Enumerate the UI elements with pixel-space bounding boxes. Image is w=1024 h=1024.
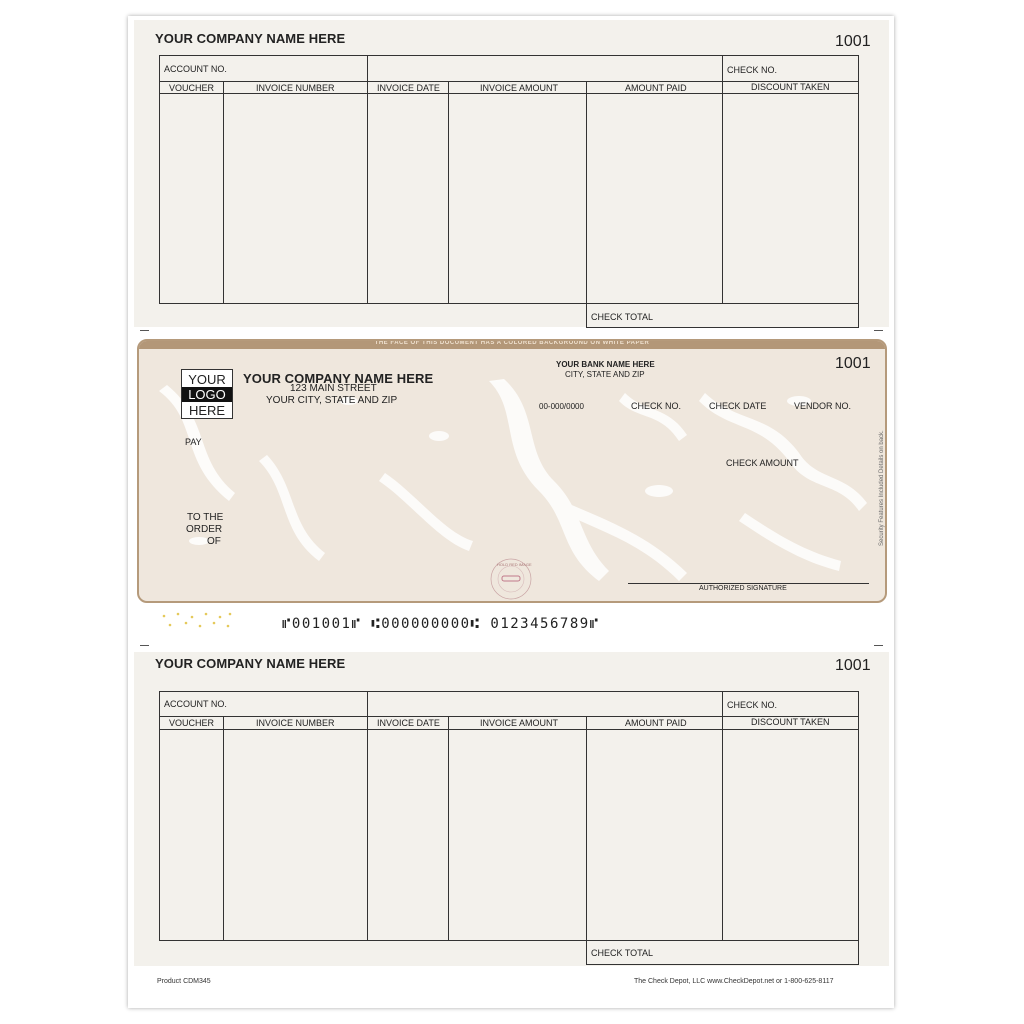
stub-top-col-divider [722, 81, 723, 304]
stub-bottom-col-voucher: VOUCHER [169, 718, 215, 728]
stub-top-divider [367, 55, 368, 81]
signature-label: AUTHORIZED SIGNATURE [699, 585, 787, 592]
seal-text: HOLD RED IMAGE [497, 562, 532, 567]
check-top-band [139, 341, 885, 349]
perforation-mark [140, 645, 149, 646]
pay-label: PAY [185, 437, 202, 447]
perforation-mark [874, 330, 883, 331]
stub-bottom-col-discount-taken: DISCOUNT TAKEN [751, 717, 830, 727]
micr-line: ⑈001001⑈ ⑆000000000⑆ 0123456789⑈ [282, 616, 600, 632]
stub-bottom-check-no-label: CHECK NO. [727, 700, 778, 710]
stub-top-col-invoice-number: INVOICE NUMBER [256, 83, 335, 93]
check-no-label: CHECK NO. [631, 401, 682, 411]
stub-bottom-col-divider [448, 716, 449, 941]
check-company-street: 123 MAIN STREET [290, 383, 377, 394]
stub-top-col-invoice-date: INVOICE DATE [377, 83, 440, 93]
to-the-order-line: ORDER [186, 524, 223, 535]
logo-line: YOUR [188, 372, 226, 387]
stub-top-divider [722, 55, 723, 81]
stub-bottom-col-divider [722, 716, 723, 941]
to-the-order-line: OF [207, 536, 221, 547]
bank-name: YOUR BANK NAME HERE [556, 360, 655, 369]
logo-line: LOGO [182, 387, 232, 402]
stub-top-check-no-label: CHECK NO. [727, 65, 778, 75]
stub-bottom-divider [722, 691, 723, 716]
check-date-label: CHECK DATE [709, 401, 767, 411]
stub-top-col-divider [223, 81, 224, 304]
stub-top-col-voucher: VOUCHER [169, 83, 215, 93]
stub-top-check-number: 1001 [835, 33, 871, 50]
stub-top-check-total-label: CHECK TOTAL [591, 312, 654, 322]
product-code: Product CDM345 [157, 978, 211, 985]
logo-line: HERE [188, 403, 226, 418]
stub-top-col-divider [586, 81, 587, 328]
stub-top-col-amount-paid: AMOUNT PAID [625, 83, 687, 93]
stub-bottom-check-number: 1001 [835, 657, 871, 674]
perforation-mark [140, 330, 149, 331]
stub-bottom-col-invoice-number: INVOICE NUMBER [256, 718, 335, 728]
bank-city: CITY, STATE AND ZIP [565, 370, 645, 379]
stub-top-company-name: YOUR COMPANY NAME HERE [155, 31, 346, 46]
vendor-info: The Check Depot, LLC www.CheckDepot.net or 1-800-625-8117 [634, 978, 834, 985]
stub-bottom-col-divider [367, 716, 368, 941]
stub-top-col-divider [367, 81, 368, 304]
check-amount-label: CHECK AMOUNT [726, 458, 799, 468]
signature-line [628, 583, 869, 584]
stub-bottom-col-divider [586, 716, 587, 965]
vendor-no-label: VENDOR NO. [794, 401, 852, 411]
perforation-mark [874, 645, 883, 646]
check-band-text: THE FACE OF THIS DOCUMENT HAS A COLORED BACKGROUND ON WHITE PAPER [374, 340, 650, 346]
stub-bottom-account-label: ACCOUNT NO. [164, 699, 227, 709]
to-the-order-line: TO THE [187, 512, 224, 523]
stub-bottom-col-divider [223, 716, 224, 941]
stub-bottom-check-total-label: CHECK TOTAL [591, 948, 654, 958]
stub-top-col-header-line [159, 93, 859, 94]
check-number: 1001 [835, 355, 871, 372]
security-side-text: Security Features Included Details on back. [879, 430, 885, 546]
stub-bottom-company-name: YOUR COMPANY NAME HERE [155, 656, 346, 671]
stub-bottom-col-amount-paid: AMOUNT PAID [625, 718, 687, 728]
logo-placeholder [181, 369, 233, 419]
stub-top-account-label: ACCOUNT NO. [164, 64, 227, 74]
stub-bottom-divider [367, 691, 368, 716]
stub-top-col-divider [448, 81, 449, 304]
routing-fraction: 00-000/0000 [539, 402, 584, 411]
gold-foil-stars-icon [158, 611, 238, 633]
check-company-city: YOUR CITY, STATE AND ZIP [266, 395, 398, 406]
stub-bottom-col-invoice-date: INVOICE DATE [377, 718, 440, 728]
check-company-name: YOUR COMPANY NAME HERE [243, 371, 434, 386]
stub-bottom-col-invoice-amount: INVOICE AMOUNT [480, 718, 559, 728]
stub-top-col-discount-taken: DISCOUNT TAKEN [751, 82, 830, 92]
stub-top-col-invoice-amount: INVOICE AMOUNT [480, 83, 559, 93]
stub-bottom-col-header-line [159, 729, 859, 730]
